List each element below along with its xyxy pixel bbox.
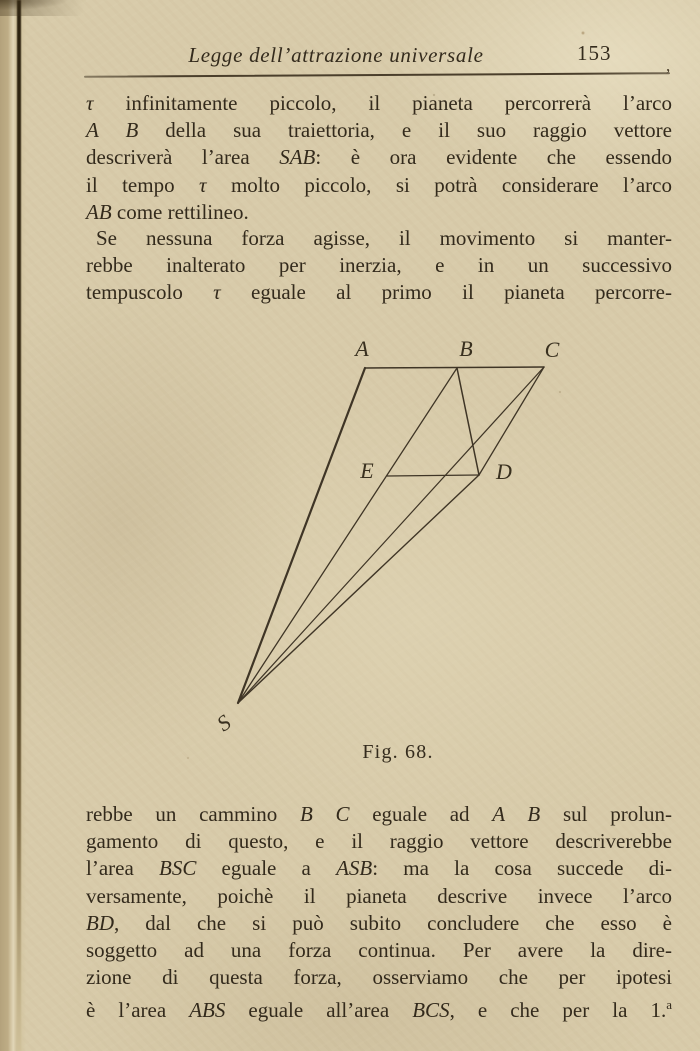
text-run: A B — [492, 802, 541, 826]
text-run: l’area — [86, 856, 159, 881]
text-run: soggetto ad una forza continua. Per avere la dire- — [86, 938, 672, 963]
text-run: tempuscolo — [86, 280, 214, 305]
text-run: τ — [213, 280, 221, 305]
text-run: : ma la cosa succede di- — [372, 856, 672, 881]
text-run: τ — [86, 91, 94, 115]
text-run: rebbe inalterato per inerzia, e in un successivo — [86, 253, 672, 278]
text-run: zione di questa forza, osserviamo che per ipotesi — [86, 965, 672, 990]
text-line — [86, 855, 672, 882]
header-rule — [84, 72, 670, 78]
text-run: versamente, poichè il pianeta descrive invece l’arco — [86, 883, 672, 908]
edge-C-S — [238, 367, 544, 703]
text-line — [86, 117, 672, 144]
text-run: della sua traiettoria, e il suo raggio vettore — [138, 118, 673, 143]
edge-D-S — [238, 475, 479, 703]
text-run: , dal che si può subito concludere che esso è — [114, 910, 672, 935]
text-run: A B — [86, 118, 139, 143]
text-run: Se nessuna forza agisse, il movimento si manter- — [96, 226, 672, 250]
text-run: , e che per la 1. — [449, 998, 667, 1023]
point-label-B: B — [459, 336, 473, 361]
text-line — [86, 883, 672, 910]
edge-A-S — [238, 368, 365, 703]
edge-B-S — [238, 368, 457, 703]
point-label-C: C — [544, 337, 560, 362]
text-run: AB — [86, 199, 112, 224]
text-line — [86, 144, 672, 171]
figure-caption: Fig. 68. — [362, 741, 434, 763]
text-run: gamento di questo, e il raggio vettore descriverebbe — [86, 829, 672, 854]
text-run: τ — [199, 172, 207, 197]
text-run: eguale all’area — [225, 998, 413, 1023]
text-run: BSC — [159, 856, 197, 881]
text-run: ASB — [336, 856, 373, 881]
text-line — [86, 828, 672, 855]
text-run: B C — [299, 802, 350, 826]
point-label-E: E — [360, 458, 374, 483]
text-run: sul prolun- — [540, 802, 673, 826]
text-run: rebbe un cammino — [86, 802, 300, 826]
text-line — [86, 991, 672, 1024]
rule-end-tick: , — [666, 56, 671, 75]
point-label-D: D — [496, 459, 512, 484]
text-line — [86, 172, 672, 199]
text-run: eguale a — [196, 856, 337, 881]
text-run: ABS — [189, 998, 226, 1023]
running-header-title: Legge dell’attrazione universale — [188, 43, 484, 67]
top-left-corner-shadow — [0, 0, 120, 16]
text-line — [86, 964, 672, 991]
edge-E-D — [387, 475, 479, 476]
text-run: BD — [86, 910, 114, 935]
text-line — [86, 225, 672, 252]
text-run: infinitamente piccolo, il pianeta percorrerà l’arco — [93, 91, 672, 115]
text-line — [86, 90, 672, 117]
text-run: eguale al primo il pianeta percorre- — [220, 280, 672, 305]
point-label-S: S — [212, 709, 236, 737]
text-run: : è ora evidente che essendo — [315, 145, 672, 170]
text-line — [86, 252, 672, 279]
text-run: SAB — [279, 145, 316, 170]
text-run: a — [666, 997, 673, 1013]
point-label-A: A — [355, 336, 369, 361]
text-line — [86, 199, 672, 226]
paragraph-1 — [86, 90, 672, 226]
text-run: molto piccolo, si potrà considerare l’arco — [206, 172, 672, 197]
text-run: è l’area — [86, 998, 190, 1023]
text-run: descriverà l’area — [86, 145, 280, 170]
text-run: eguale ad — [349, 802, 493, 826]
text-run: come rettilineo. — [111, 199, 249, 224]
text-run: BCS — [412, 998, 450, 1023]
geometry-diagram — [0, 330, 700, 770]
text-run: il tempo — [86, 172, 199, 197]
text-line — [86, 801, 672, 828]
paragraph-2 — [86, 225, 672, 307]
text-line — [86, 937, 672, 964]
edge-A-C — [365, 367, 544, 368]
text-line — [86, 910, 672, 937]
paragraph-3 — [86, 801, 672, 1025]
text-line — [86, 279, 672, 306]
page-number: 153 — [577, 41, 612, 65]
